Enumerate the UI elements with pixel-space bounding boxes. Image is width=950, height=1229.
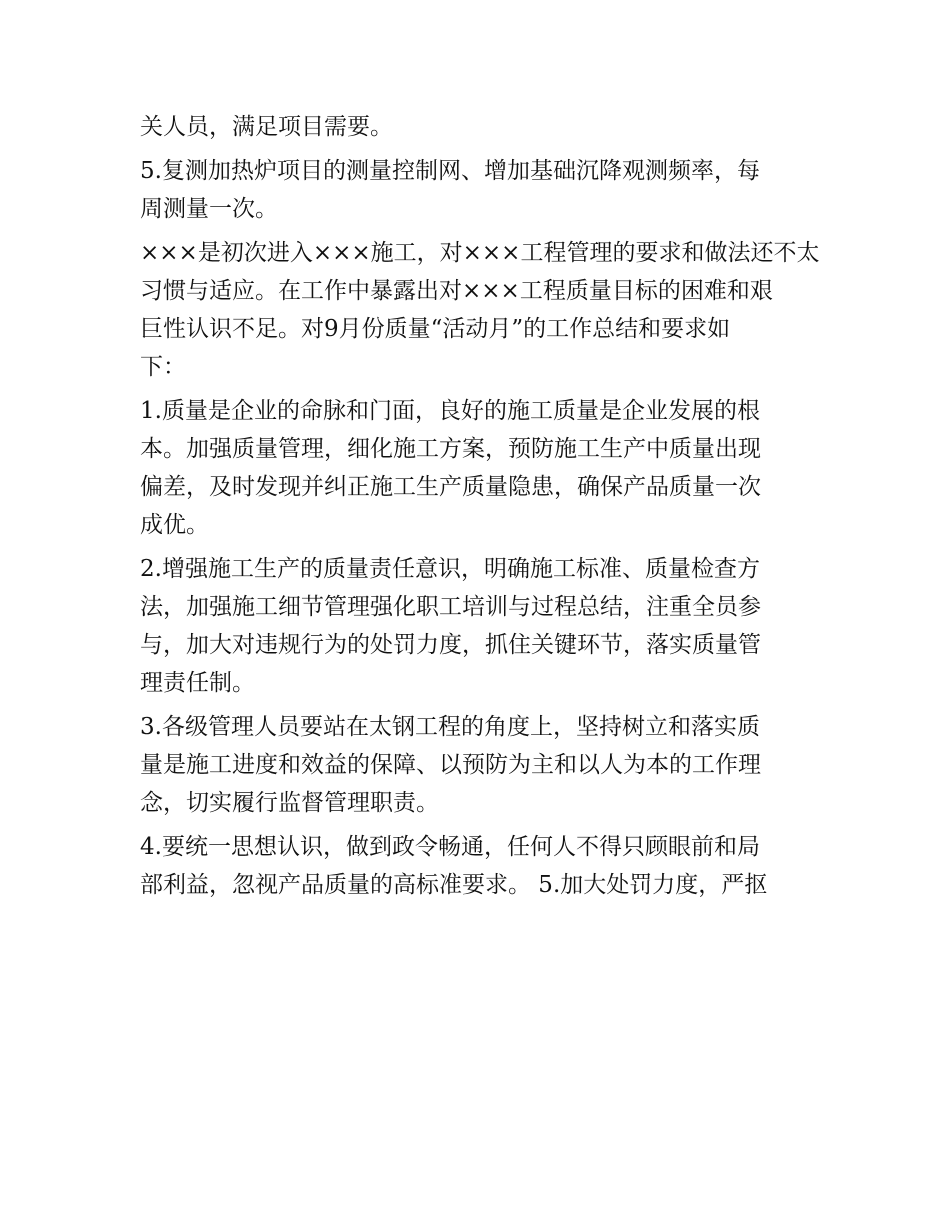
text-line: 法，加强施工细节管理强化职工培训与过程总结，注重全员参 bbox=[140, 594, 761, 620]
text-line: 1.质量是企业的命脉和门面，良好的施工质量是企业发展的根 bbox=[140, 398, 760, 424]
text-line: 与，加大对违规行为的处罚力度，抓住关键环节，落实质量管 bbox=[140, 632, 761, 658]
text-line: 巨性认识不足。对9月份质量“活动月”的工作总结和要求如 bbox=[140, 316, 731, 342]
text-line: 部利益，忽视产品质量的高标准要求。 5.加大处罚力度，严抠 bbox=[140, 872, 768, 898]
text-line: 2.增强施工生产的质量责任意识，明确施工标准、质量检查方 bbox=[140, 556, 760, 582]
text-line: 成优。 bbox=[140, 512, 209, 538]
text-line: 下： bbox=[140, 354, 186, 380]
text-line: 念，切实履行监督管理职责。 bbox=[140, 790, 439, 816]
text-line: 偏差，及时发现并纠正施工生产质量隐患，确保产品质量一次 bbox=[140, 474, 761, 500]
text-line: 4.要统一思想认识，做到政令畅通，任何人不得只顾眼前和局 bbox=[140, 834, 760, 860]
text-line: 习惯与适应。在工作中暴露出对×××工程质量目标的困难和艰 bbox=[140, 278, 773, 304]
text-line: 本。加强质量管理，细化施工方案，预防施工生产中质量出现 bbox=[140, 436, 761, 462]
text-line: 量是施工进度和效益的保障、以预防为主和以人为本的工作理 bbox=[140, 752, 761, 778]
text-line: ×××是初次进入×××施工，对×××工程管理的要求和做法还不太 bbox=[140, 240, 820, 266]
text-line: 关人员，满足项目需要。 bbox=[140, 114, 393, 140]
text-line: 3.各级管理人员要站在太钢工程的角度上，坚持树立和落实质 bbox=[140, 714, 760, 740]
text-line: 理责任制。 bbox=[140, 670, 255, 696]
text-line: 周测量一次。 bbox=[140, 196, 278, 222]
text-line: 5.复测加热炉项目的测量控制网、增加基础沉降观测频率，每 bbox=[140, 158, 760, 184]
document-body bbox=[140, 108, 830, 904]
